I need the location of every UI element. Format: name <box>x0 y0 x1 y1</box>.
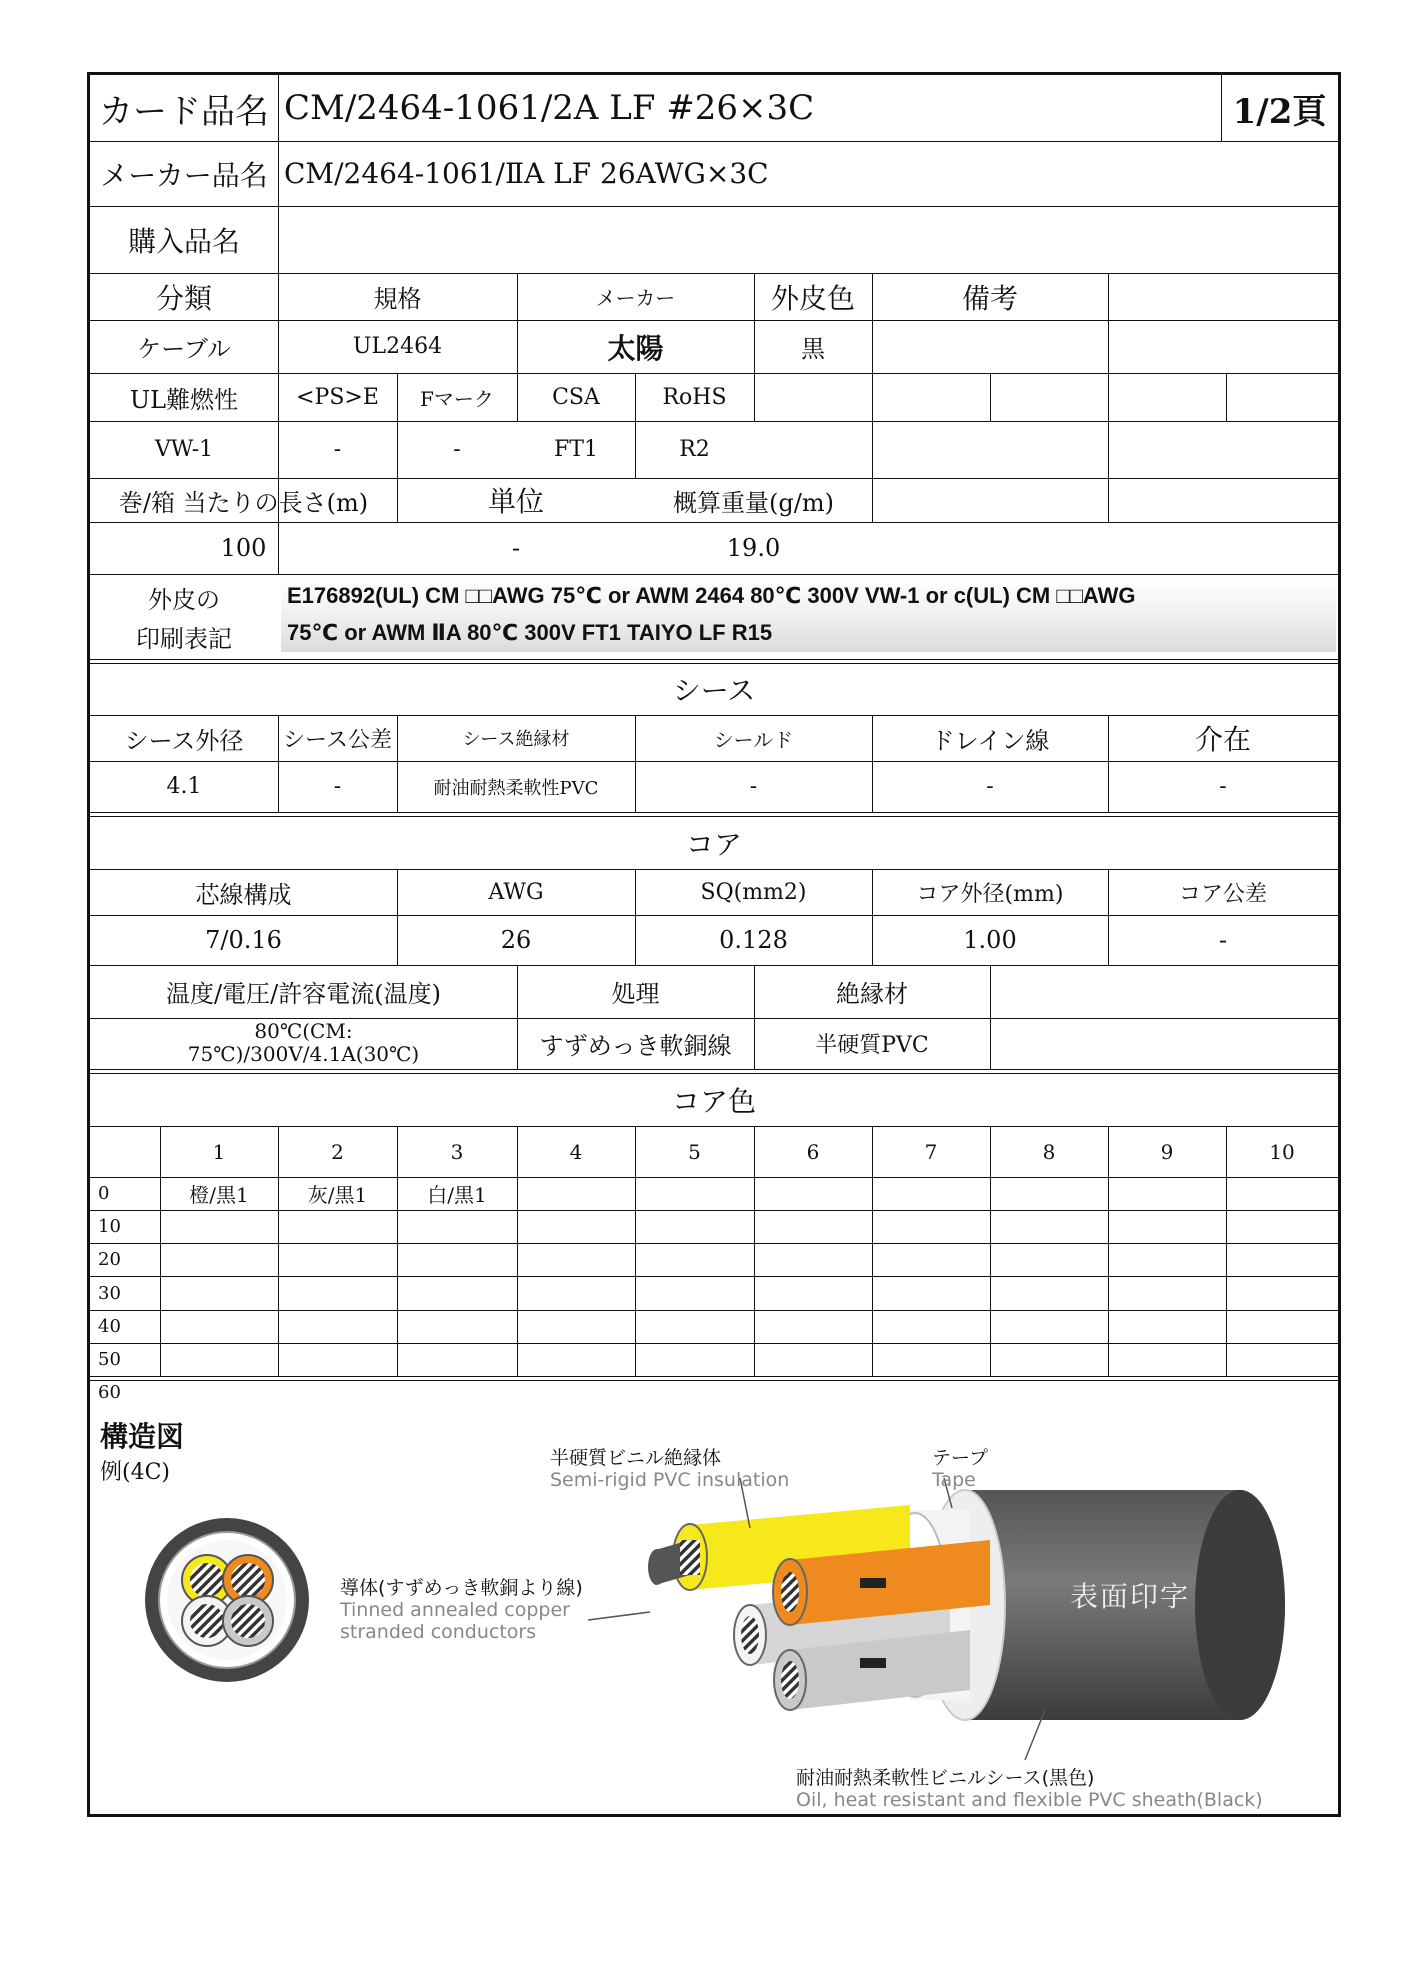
col-header: 6 <box>806 1139 820 1164</box>
page-number: 1/2頁 <box>1232 91 1327 132</box>
drain-header: ドレイン線 <box>930 726 1050 755</box>
f-mark-header: Fマーク <box>420 386 494 411</box>
core-tol-header: コア公差 <box>1178 881 1267 907</box>
core-od-header: コア外径(mm) <box>916 881 1064 907</box>
col-header: 1 <box>212 1139 226 1164</box>
printing-line-1: E176892(UL) CM □□AWG 75℃ or AWM 2464 80℃ 300V VW-1 or c(UL) CM □□AWG <box>287 583 1136 608</box>
jacket-color-value: 黒 <box>801 335 825 363</box>
rule <box>1226 373 1227 421</box>
col-header: 8 <box>1042 1139 1056 1164</box>
core-color-cell: 灰/黒1 <box>307 1183 368 1207</box>
row-header: 50 <box>98 1349 121 1370</box>
cross-section-icon <box>145 1518 309 1682</box>
insulation-label <box>550 1447 789 1491</box>
core-title: コア <box>685 827 742 861</box>
sq-header: SQ(mm2) <box>700 879 807 905</box>
remarks-header: 備考 <box>961 281 1018 315</box>
drain-value: - <box>986 774 994 799</box>
unit-value: - <box>511 534 521 562</box>
tape-jp: テープ <box>932 1447 989 1469</box>
rule <box>990 373 991 421</box>
rating-value-line2: 75℃)/300V/4.1A(30℃) <box>187 1042 420 1066</box>
purchase-name-label: 購入品名 <box>127 224 240 258</box>
rule <box>90 574 1338 575</box>
tape-en: Tape <box>932 1469 976 1491</box>
core-od-value: 1.00 <box>963 926 1017 954</box>
row-header: 30 <box>98 1282 121 1304</box>
col-header: 10 <box>1269 1139 1295 1164</box>
row-header: 20 <box>98 1249 121 1270</box>
strand-value: 7/0.16 <box>205 926 282 954</box>
col-header: 4 <box>569 1139 583 1164</box>
classification-header: 分類 <box>155 281 212 315</box>
maker-name-label: メーカー品名 <box>100 158 268 192</box>
length-value: 100 <box>220 534 267 562</box>
conductor-jp: 導体(すずめっき軟銅より線) <box>340 1577 583 1599</box>
sheath-od-value: 4.1 <box>166 774 202 799</box>
insulation-jp: 半硬質ビニル絶縁体 <box>550 1447 722 1469</box>
printing-label-1: 外皮の <box>148 585 220 614</box>
sheath-jp: 耐油耐熱柔軟性ビニルシース(黒色) <box>796 1767 1095 1789</box>
core-color-cell: 白/黒1 <box>427 1183 487 1207</box>
card-name-label: カード品名 <box>99 91 269 132</box>
row-header: 10 <box>98 1216 121 1237</box>
sheath-tol-header: シース公差 <box>283 727 392 753</box>
sheath-label <box>796 1767 1263 1811</box>
core-color-title: コア色 <box>671 1084 756 1118</box>
maker-value: 太陽 <box>607 331 664 365</box>
insulation-en: Semi-rigid PVC insulation <box>550 1469 790 1491</box>
filler-header: 介在 <box>1194 723 1251 756</box>
sq-value: 0.128 <box>719 926 788 954</box>
treatment-header: 処理 <box>611 980 660 1008</box>
remarks-value <box>872 320 1108 373</box>
structure-title: 構造図 <box>100 1420 185 1453</box>
filler-value: - <box>1219 774 1227 799</box>
f-mark-value: - <box>453 437 461 462</box>
pse-header: <PS>E <box>296 384 379 410</box>
ul-flame-header: UL難燃性 <box>129 385 239 414</box>
rule <box>872 421 873 522</box>
rohs-value: R2 <box>679 437 710 462</box>
structure-example: 例(4C) <box>100 1459 170 1485</box>
maker-name-value: CM/2464-1061/ⅡA LF 26AWG×3C <box>284 157 769 190</box>
conductor-en-2: stranded conductors <box>340 1621 537 1643</box>
core-color-cell: 橙/黒1 <box>189 1183 249 1207</box>
csa-value: FT1 <box>554 437 598 462</box>
purchase-name-value <box>278 206 1338 273</box>
awg-value: 26 <box>500 926 532 954</box>
rohs-header: RoHS <box>662 384 727 410</box>
sheath-material-header: シース絶縁材 <box>462 729 570 750</box>
classification-value: ケーブル <box>137 335 231 363</box>
shield-header: シールド <box>713 727 794 752</box>
sheath-od-header: シース外径 <box>124 726 244 755</box>
printing-line-2: 75℃ or AWM ⅡA 80℃ 300V FT1 TAIYO LF R15 <box>287 620 773 645</box>
col-header: 5 <box>688 1139 701 1164</box>
ul-flame-value: VW-1 <box>154 437 214 462</box>
printing-text <box>281 577 1336 652</box>
col-header: 7 <box>924 1139 938 1164</box>
csa-header: CSA <box>552 384 600 410</box>
card-name-value: CM/2464-1061/2A LF #26×3C <box>284 88 815 128</box>
sheath-material-value: 耐油耐熱柔軟性PVC <box>433 777 599 799</box>
core-tol-value: - <box>1218 926 1228 954</box>
strand-header: 芯線構成 <box>195 880 292 909</box>
shield-value: - <box>749 774 758 799</box>
rating-value-line1: 80℃(CM: <box>254 1019 353 1043</box>
standard-header: 規格 <box>373 285 422 313</box>
insulation-value: 半硬質PVC <box>815 1033 929 1058</box>
rating-header: 温度/電圧/許容電流(温度) <box>166 980 441 1008</box>
sheath-title: シース <box>672 674 756 707</box>
col-header: 2 <box>331 1139 344 1164</box>
col-header: 3 <box>450 1139 464 1164</box>
awg-header: AWG <box>488 879 544 905</box>
treatment-value: すずめっき軟銅線 <box>539 1032 732 1060</box>
row-header: 60 <box>98 1382 121 1403</box>
rule <box>990 965 991 1069</box>
sheath-tol-value: - <box>333 774 342 799</box>
row-header: 0 <box>98 1183 110 1204</box>
length-header: 巻/箱 当たりの長さ(m) <box>118 488 369 517</box>
jacket-color-header: 外皮色 <box>770 281 855 315</box>
weight-value: 19.0 <box>726 534 781 562</box>
row-header: 40 <box>98 1316 121 1337</box>
weight-header: 概算重量(g/m) <box>673 488 834 517</box>
spec-sheet <box>87 72 1341 1817</box>
standard-value: UL2464 <box>352 334 443 359</box>
rule <box>1108 421 1109 522</box>
unit-header: 単位 <box>487 485 544 518</box>
conductor-en-1: Tinned annealed copper <box>340 1599 570 1621</box>
printing-label-2: 印刷表記 <box>136 624 232 653</box>
side-view-icon <box>588 1478 1285 1760</box>
insulation-header: 絶縁材 <box>836 980 908 1008</box>
pse-value: - <box>333 437 342 462</box>
tape-label <box>932 1447 988 1491</box>
conductor-label <box>340 1577 583 1643</box>
sheath-en: Oil, heat resistant and flexible PVC sheath(Black) <box>796 1789 1263 1811</box>
surface-print-label: 表面印字 <box>1070 1580 1191 1613</box>
col-header: 9 <box>1160 1139 1174 1164</box>
maker-header: メーカー <box>595 286 676 310</box>
